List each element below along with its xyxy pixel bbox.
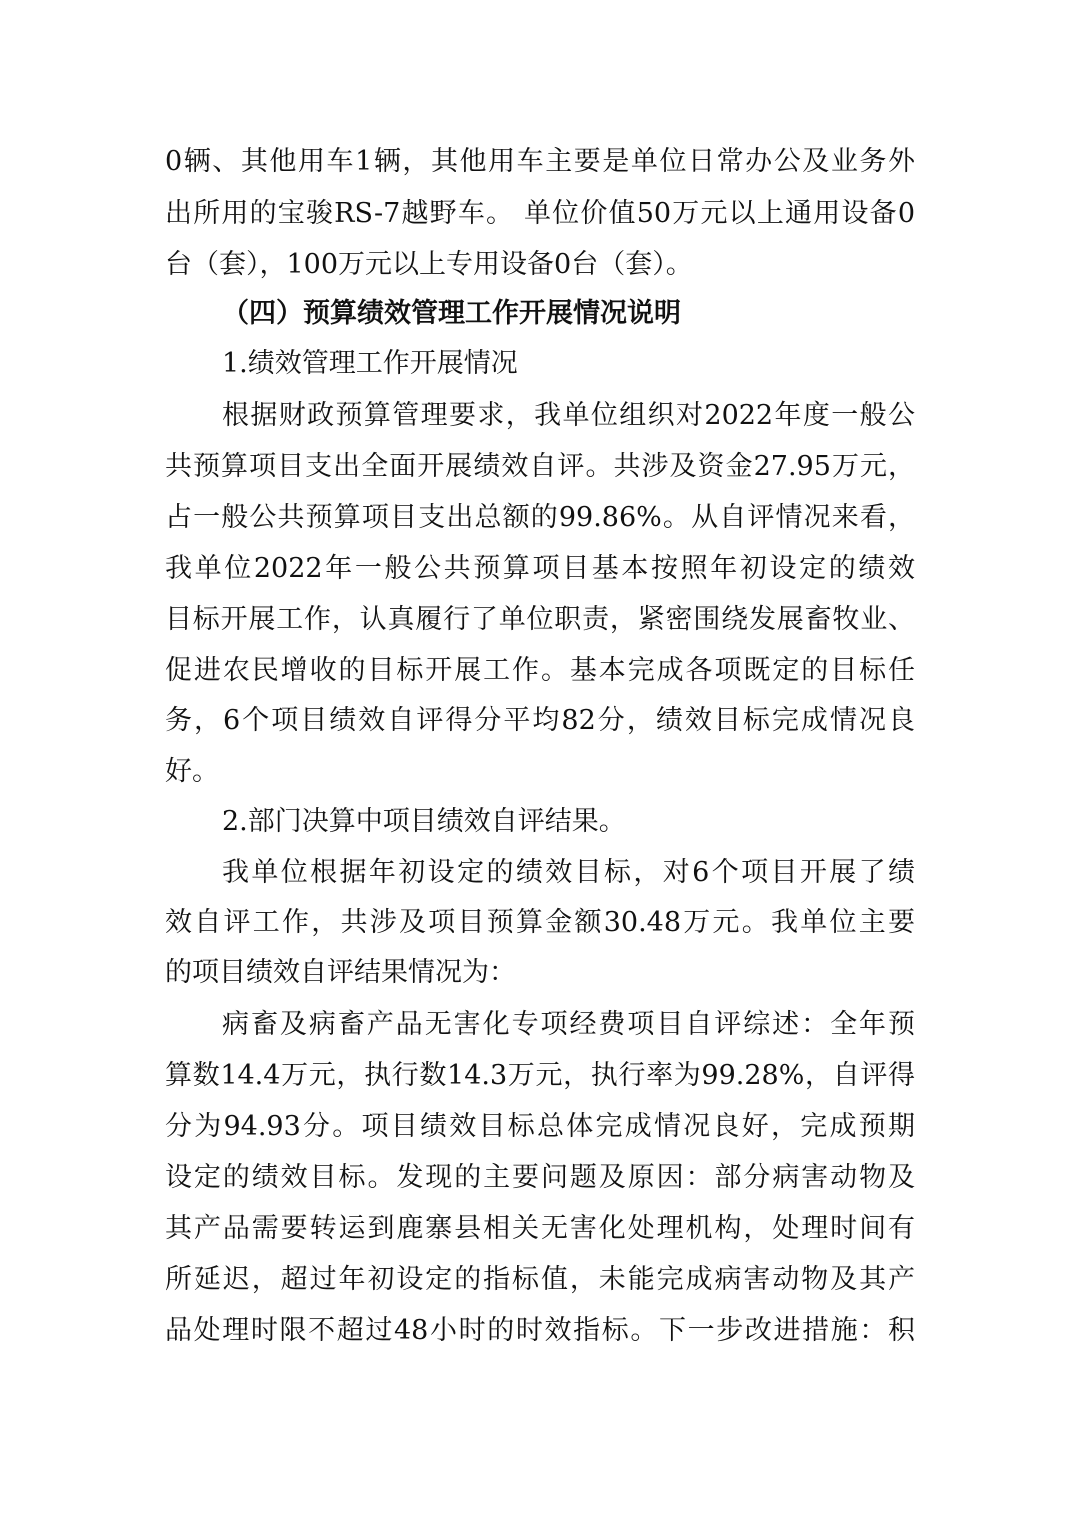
text-line: 我单位根据年初设定的绩效目标，对6个项目开展了绩 bbox=[222, 857, 915, 888]
section-heading: （四）预算绩效管理工作开展情况说明 bbox=[222, 298, 681, 329]
text-line: 目标开展工作，认真履行了单位职责，紧密围绕发展畜牧业、 bbox=[165, 604, 915, 635]
text-line: 0辆、其他用车1辆，其他用车主要是单位日常办公及业务外 bbox=[165, 146, 915, 177]
text-line: 出所用的宝骏RS-7越野车。 单位价值50万元以上通用设备0 bbox=[165, 198, 915, 229]
text-line: 其产品需要转运到鹿寨县相关无害化处理机构，处理时间有 bbox=[165, 1213, 915, 1244]
text-line: 根据财政预算管理要求，我单位组织对2022年度一般公 bbox=[222, 400, 915, 431]
text-line: 病畜及病畜产品无害化专项经费项目自评综述：全年预 bbox=[222, 1009, 915, 1040]
text-line: 设定的绩效目标。发现的主要问题及原因：部分病害动物及 bbox=[165, 1162, 915, 1193]
text-line: 效自评工作，共涉及项目预算金额30.48万元。我单位主要 bbox=[165, 907, 915, 938]
text-line: 占一般公共预算项目支出总额的99.86%。从自评情况来看， bbox=[165, 502, 915, 533]
text-line: 台（套），100万元以上专用设备0台（套）。 bbox=[165, 249, 693, 280]
text-line: 好。 bbox=[165, 756, 219, 787]
text-line: 我单位2022年一般公共预算项目基本按照年初设定的绩效 bbox=[165, 553, 915, 584]
text-line: 共预算项目支出全面开展绩效自评。共涉及资金27.95万元， bbox=[165, 451, 915, 482]
text-line: 分为94.93分。项目绩效目标总体完成情况良好，完成预期 bbox=[165, 1111, 915, 1142]
subsection-heading: 1.绩效管理工作开展情况 bbox=[222, 348, 518, 379]
text-line: 品处理时限不超过48小时的时效指标。下一步改进措施：积 bbox=[165, 1315, 915, 1346]
text-line: 的项目绩效自评结果情况为： bbox=[165, 957, 516, 988]
text-line: 促进农民增收的目标开展工作。基本完成各项既定的目标任 bbox=[165, 655, 915, 686]
text-line: 务，6个项目绩效自评得分平均82分，绩效目标完成情况良 bbox=[165, 705, 915, 736]
text-line: 所延迟，超过年初设定的指标值，未能完成病害动物及其产 bbox=[165, 1264, 915, 1295]
text-line: 算数14.4万元，执行数14.3万元，执行率为99.28%，自评得 bbox=[165, 1060, 915, 1091]
subsection-heading: 2.部门决算中项目绩效自评结果。 bbox=[222, 806, 626, 837]
